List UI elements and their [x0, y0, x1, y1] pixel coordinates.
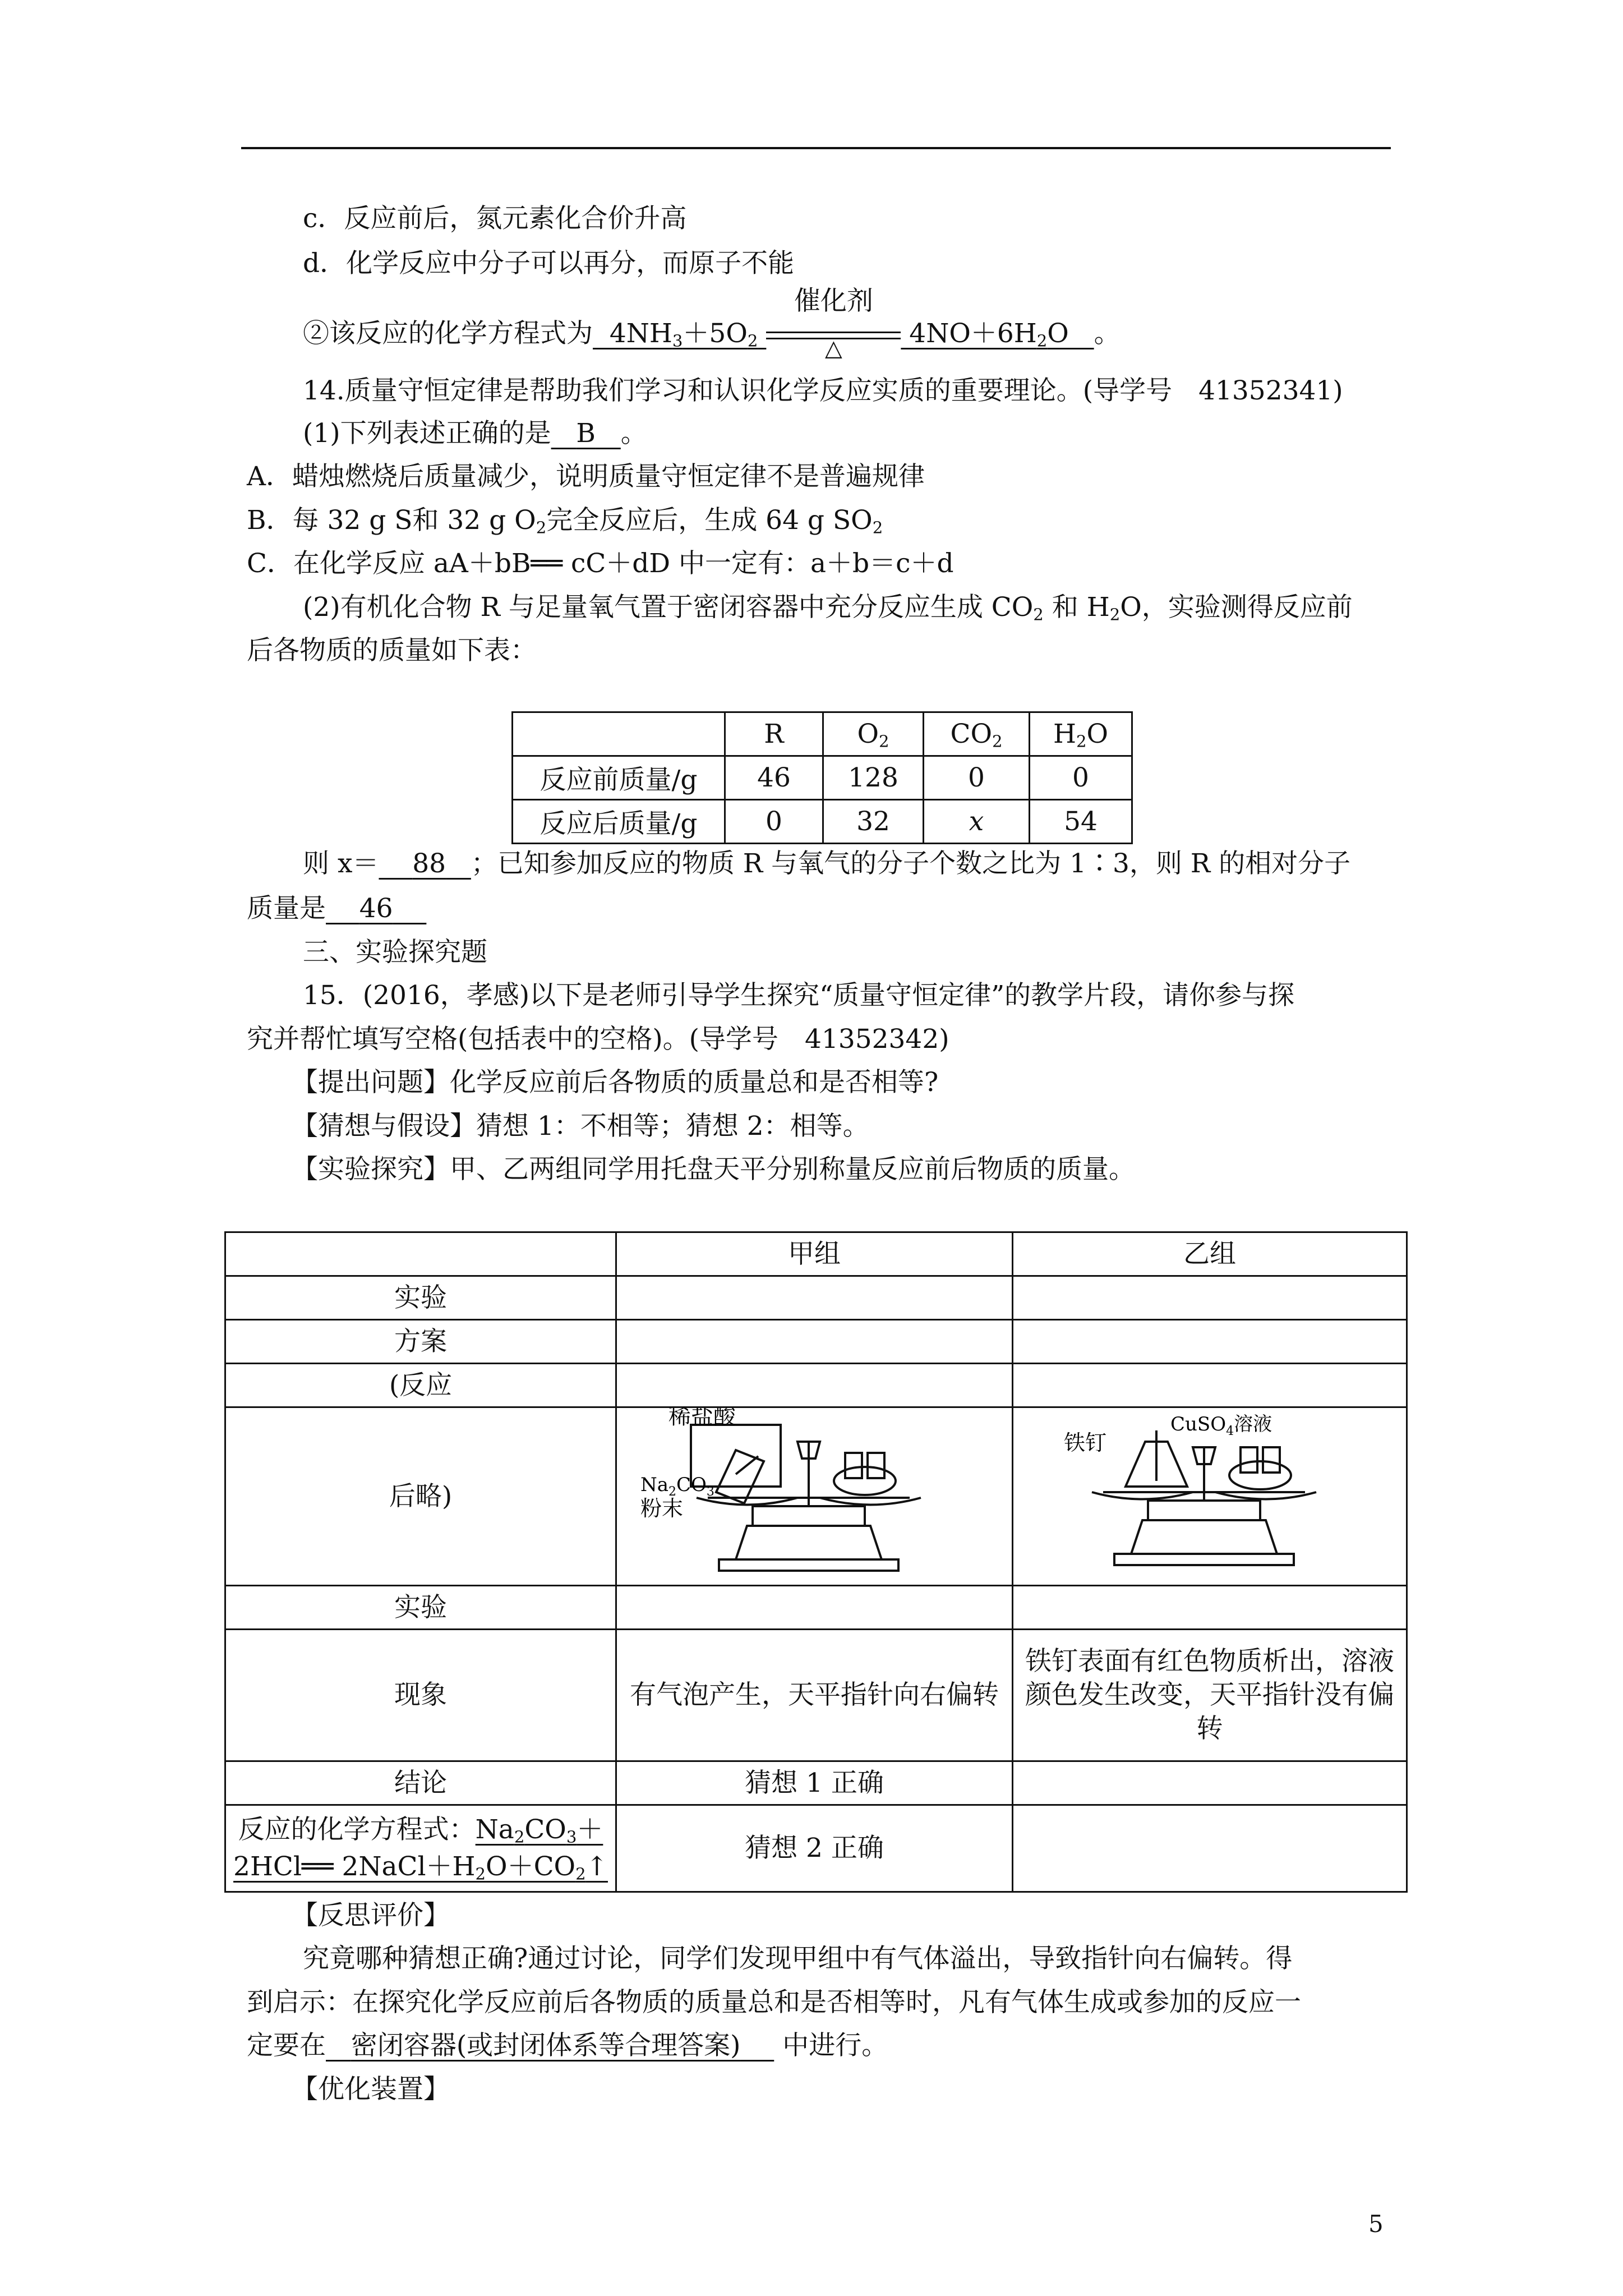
svg-text:Na2CO3: $Na_2CO_3$: [640, 1474, 714, 1499]
svg-text:粉末: 粉末: [640, 1496, 684, 1521]
header-r: R: [725, 712, 823, 756]
option-c: c．反应前后，氮元素化合价升高: [303, 203, 687, 234]
jia-apparatus: [616, 1407, 1013, 1586]
table-row: 反应后质量/g 0 32 x 54: [513, 800, 1132, 844]
answer-x-line: 则 x＝ 88 ；已知参加反应的物质 R 与氧气的分子个数之比为 1∶3，则 R 的相对分子: [303, 848, 1351, 879]
reflection-3: 定要在 密闭容器(或封闭体系等合理答案) 中进行。: [247, 2030, 888, 2061]
reflection-title: 【反思评价】: [292, 1900, 450, 1931]
answer-b: B: [576, 418, 596, 449]
yi-apparatus: [1013, 1407, 1407, 1586]
header-o2: $O_2$: [823, 712, 924, 756]
balance-hcl-figure: [618, 1408, 1011, 1576]
reflection-1: 究竟哪种猜想正确?通过讨论，同学们发现甲组中有气体溢出，导致指针向右偏转。得: [303, 1943, 1293, 1974]
question-14-2-cont: 后各物质的质量如下表：: [247, 635, 537, 666]
svg-text:CuSO4溶液: CuSO$_4$溶液: [1170, 1413, 1272, 1438]
option-a: A．蜡烛燃烧后质量减少，说明质量守恒定律不是普遍规律: [247, 461, 925, 492]
svg-text:铁钉: 铁钉: [1064, 1430, 1107, 1455]
header-co2: $CO_2$: [924, 712, 1030, 756]
experiment-intro: 【实验探究】甲、乙两组同学用托盘天平分别称量反应前后物质的质量。: [292, 1154, 1135, 1185]
option-b: B．每 32 g S和 32 g $O_2$完全反应后，生成 64 g $SO_2$: [247, 505, 883, 537]
col-yi: 乙组: [1013, 1232, 1407, 1276]
optimize-title: 【优化装置】: [292, 2074, 450, 2105]
answer-mass-line: 质量是 46: [247, 893, 393, 924]
question-15-cont: 究并帮忙填写空格(包括表中的空格)。(导学号 41352342): [247, 1024, 949, 1055]
option-c-14: C．在化学反应 aA＋bB══ cC＋dD 中一定有：a＋b＝c＋d: [247, 548, 954, 579]
balance-cuso4-figure: [1013, 1408, 1406, 1576]
option-d: d．化学反应中分子可以再分，而原子不能: [303, 248, 795, 279]
equation-line: ②该反应的化学方程式为 $4NH_3+5O_2$ 催化剂 △ $4NO+6H_2O$ 。: [303, 286, 1121, 361]
svg-text:稀盐酸: 稀盐酸: [668, 1408, 736, 1429]
equation-cell: 反应的化学方程式：$Na_2CO_3+$ 2HCl══ $2NaCl+H_2O+CO_2↑$: [225, 1805, 616, 1892]
top-rule: [241, 147, 1391, 149]
equation-answer: $4NH_3+5O_2$ 催化剂 △ $4NO+6H_2O$: [593, 286, 1094, 361]
catalyst-condition: 催化剂 △: [766, 317, 901, 351]
experiment-table: 甲组 乙组 实验 方案 (反应 后略) 稀盐酸 $Na_2CO_3$ 粉末 铁钉 CuSO$_4$溶液 实验 现象 有气泡产生，天平指针向右偏转 铁钉表面有红色物质析出，溶液颜色发生改变，天平指针没有偏转 结论 猜想 1 正确 反应的化学方程式：$Na_2CO_3+$ 2HCl══ $2NaCl+H_2O+CO_2↑$ 猜想 2 正确: [224, 1231, 1408, 1893]
hypothesis: 【猜想与假设】猜想 1：不相等；猜想 2：相等。: [292, 1111, 869, 1142]
ask-question: 【提出问题】化学反应前后各物质的质量总和是否相等?: [292, 1067, 939, 1098]
jia-phenomenon: 有气泡产生，天平指针向右偏转: [616, 1630, 1013, 1761]
page-number: 5: [1368, 2210, 1384, 2238]
closed-container-answer: 密闭容器(或封闭体系等合理答案): [351, 2030, 741, 2061]
question-14-2: (2)有机化合物 R 与足量氧气置于密闭容器中充分反应生成 $CO_2$ 和 $H_2O$，实验测得反应前: [303, 592, 1353, 624]
question-15: 15．(2016，孝感)以下是老师引导学生探究“质量守恒定律”的教学片段，请你参与探: [303, 980, 1295, 1011]
mass-table: [511, 711, 1133, 844]
equation-prefix: ②该反应的化学方程式为: [303, 318, 593, 349]
section-3-title: 三、实验探究题: [303, 937, 487, 968]
question-14: 14.质量守恒定律是帮助我们学习和认识化学反应实质的重要理论。(导学号 41352341): [303, 375, 1343, 406]
col-jia: 甲组: [616, 1232, 1013, 1276]
reflection-2: 到启示：在探究化学反应前后各物质的质量总和是否相等时，凡有气体生成或参加的反应一: [247, 1987, 1301, 2018]
jia-conclusion: 猜想 1 正确: [616, 1761, 1013, 1805]
jia-conclusion-2: 猜想 2 正确: [616, 1805, 1013, 1892]
table-row: 反应前质量/g 46 128 0 0: [513, 756, 1132, 800]
header-h2o: $H_2O$: [1030, 712, 1132, 756]
question-14-1: (1)下列表述正确的是 B 。: [303, 418, 647, 449]
yi-phenomenon: 铁钉表面有红色物质析出，溶液颜色发生改变，天平指针没有偏转: [1013, 1630, 1407, 1761]
